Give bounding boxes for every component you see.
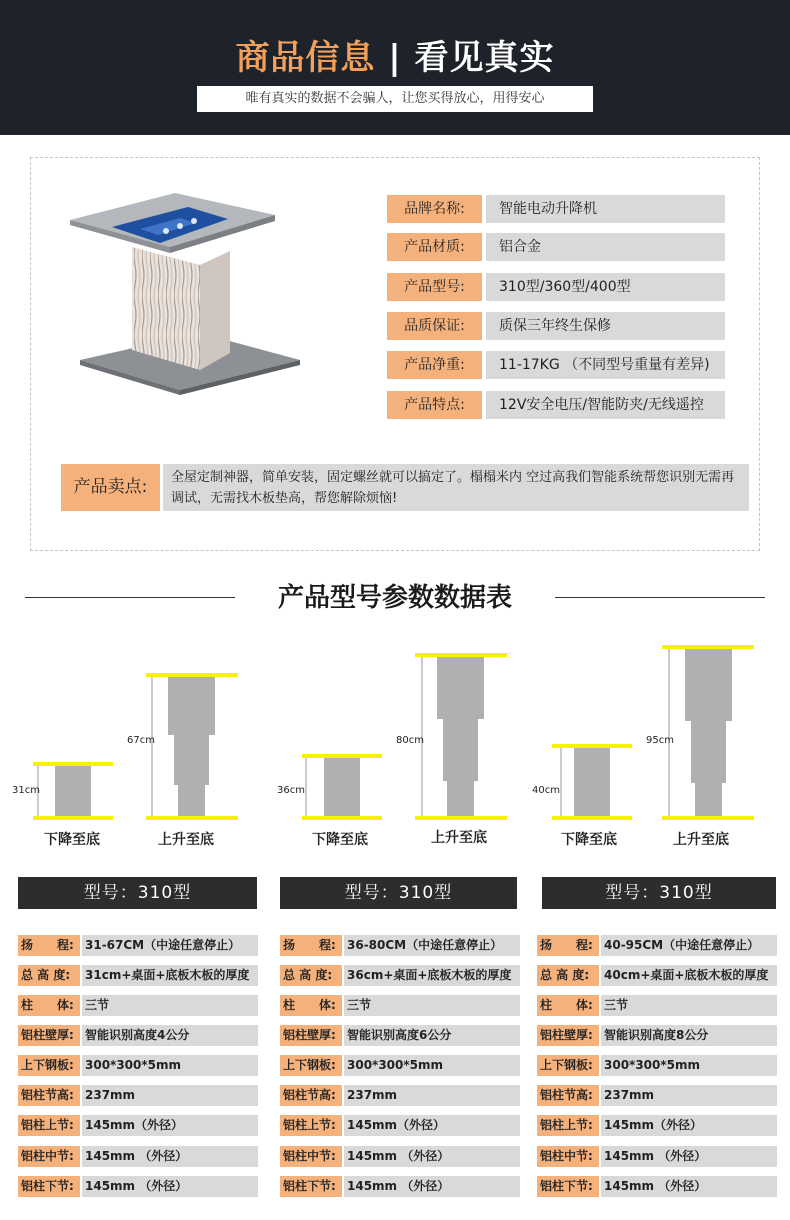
param-value: 145mm （外径） [344,1146,520,1167]
column-lower-section [695,783,722,816]
spec-value: 智能电动升降机 [486,195,725,223]
param-value: 237mm [82,1085,258,1106]
param-value: 237mm [344,1085,520,1106]
param-row [280,1115,520,1136]
param-value: 145mm （外径） [82,1146,258,1167]
param-row [537,1025,777,1046]
param-key: 柱 体: [18,995,80,1016]
param-table-model-2 [280,935,520,1205]
param-value: 300*300*5mm [601,1055,777,1076]
param-value: 31-67CM（中途任意停止） [82,935,258,956]
height-label-down: 40cm [532,785,560,796]
param-value: 40-95CM（中途任意停止） [601,935,777,956]
param-table-model-3 [537,935,777,1205]
param-key: 总 高 度: [280,965,342,986]
spec-key: 品质保证: [387,312,482,340]
param-value: 31cm+桌面+底板木板的厚度 [82,965,258,986]
bottom-plate [552,816,632,820]
banner-title-right: 看见真实 [414,38,555,78]
param-key: 上下钢板: [537,1055,599,1076]
lifter-diagram-model-3 [524,630,790,830]
bottom-plate [33,816,113,820]
param-key: 扬 程: [280,935,342,956]
param-row [537,1055,777,1076]
param-value: 300*300*5mm [82,1055,258,1076]
param-row [18,1085,258,1106]
param-key: 扬 程: [18,935,80,956]
param-row [537,1115,777,1136]
column-upper-section [168,677,215,735]
column-body [324,758,360,816]
lifter-diagram-model-2 [262,630,524,830]
param-key: 铝柱节高: [18,1085,80,1106]
param-value: 145mm（外径） [344,1115,520,1136]
param-value: 300*300*5mm [344,1055,520,1076]
column-upper-section [685,649,732,721]
top-plate [662,645,754,649]
param-key: 铝柱上节: [537,1115,599,1136]
spec-row [387,351,725,379]
param-row [537,995,777,1016]
param-table-model-1 [18,935,258,1205]
spec-row [387,391,725,419]
param-row [537,935,777,956]
param-key: 铝柱中节: [537,1146,599,1167]
param-key: 总 高 度: [18,965,80,986]
bottom-plate [662,816,754,820]
param-key: 铝柱下节: [537,1176,599,1197]
model-title-bar: 型号：310型 [542,877,776,909]
top-plate [146,673,238,677]
spec-value: 12V安全电压/智能防夹/无线遥控 [486,391,725,419]
param-value: 145mm（外径） [601,1115,777,1136]
selling-point-key: 产品卖点: [61,464,160,511]
spec-row [387,233,725,261]
model-title-bar: 型号：310型 [280,877,517,909]
column-middle-section [691,721,726,783]
caption-down: 下降至底 [312,832,368,848]
param-value: 145mm （外径） [344,1176,520,1197]
param-value: 36cm+桌面+底板木板的厚度 [344,965,520,986]
param-key: 扬 程: [537,935,599,956]
param-value: 145mm （外径） [601,1176,777,1197]
param-key: 上下钢板: [280,1055,342,1076]
param-value: 智能识别高度4公分 [82,1025,258,1046]
param-key: 铝柱壁厚: [18,1025,80,1046]
bottom-plate [415,816,507,820]
spec-row [387,273,725,301]
top-plate [302,754,382,758]
param-row [537,965,777,986]
spec-row [387,195,725,223]
param-value: 36-80CM（中途任意停止） [344,935,520,956]
param-key: 上下钢板: [18,1055,80,1076]
height-label-up: 67cm [127,735,155,746]
param-key: 铝柱上节: [18,1115,80,1136]
param-row [280,1176,520,1197]
param-value: 智能识别高度6公分 [344,1025,520,1046]
param-row [280,995,520,1016]
param-row [18,965,258,986]
param-row [18,1176,258,1197]
spec-key: 产品材质: [387,233,482,261]
height-label-down: 31cm [12,785,40,796]
column-body [574,748,610,816]
caption-down: 下降至底 [561,832,617,848]
column-body [55,766,91,816]
param-key: 铝柱壁厚: [537,1025,599,1046]
spec-key: 品牌名称: [387,195,482,223]
spec-key: 产品型号: [387,273,482,301]
param-row [280,1085,520,1106]
param-key: 铝柱下节: [18,1176,80,1197]
height-label-up: 95cm [646,735,674,746]
column-middle-section [443,719,478,781]
caption-down: 下降至底 [44,832,100,848]
spec-key: 产品特点: [387,391,482,419]
param-row [537,1176,777,1197]
param-value: 三节 [344,995,520,1016]
height-label-down: 36cm [277,785,305,796]
top-plate [415,653,507,657]
param-key: 铝柱节高: [280,1085,342,1106]
column-middle-section [174,735,209,785]
param-value: 145mm（外径） [82,1115,258,1136]
param-row [18,1115,258,1136]
banner-title [0,30,790,79]
caption-up: 上升至底 [158,832,214,848]
spec-row [387,312,725,340]
model-title-bar: 型号：310型 [18,877,257,909]
column-lower-section [447,781,474,816]
param-row [18,995,258,1016]
spec-key: 产品净重: [387,351,482,379]
bottom-plate [302,816,382,820]
param-value: 145mm （外径） [601,1146,777,1167]
param-key: 柱 体: [537,995,599,1016]
param-value: 145mm （外径） [82,1176,258,1197]
param-key: 铝柱上节: [280,1115,342,1136]
param-row [18,1025,258,1046]
caption-up: 上升至底 [673,832,729,848]
height-label-up: 80cm [396,735,424,746]
caption-up: 上升至底 [431,830,487,846]
param-key: 总 高 度: [537,965,599,986]
selling-point-text: 全屋定制神器，简单安装，固定螺丝就可以搞定了。榻榻米内 空过高我们智能系统帮您识别无需再调试，无需找木板垫高，帮您解除烦恼! [163,464,749,511]
banner-title-left: 商品信息 [235,38,376,78]
product-image [70,185,310,425]
param-row [280,1146,520,1167]
header-banner [0,0,790,135]
top-plate [33,762,113,766]
param-value: 三节 [601,995,777,1016]
param-row [18,1146,258,1167]
lifter-diagram-model-1 [0,630,262,830]
param-value: 三节 [82,995,258,1016]
param-row [280,965,520,986]
param-key: 铝柱节高: [537,1085,599,1106]
param-row [18,935,258,956]
section-divider-right [555,597,765,598]
param-key: 柱 体: [280,995,342,1016]
param-row [18,1055,258,1076]
bottom-plate [146,816,238,820]
section-title: 产品型号参数数据表 [277,583,512,613]
spec-value: 铝合金 [486,233,725,261]
param-value: 智能识别高度8公分 [601,1025,777,1046]
param-value: 40cm+桌面+底板木板的厚度 [601,965,777,986]
top-plate [552,744,632,748]
banner-subtitle: 唯有真实的数据不会骗人，让您买得放心，用得安心 [197,86,593,112]
param-key: 铝柱中节: [18,1146,80,1167]
param-row [537,1085,777,1106]
param-row [280,935,520,956]
param-row [537,1146,777,1167]
param-key: 铝柱下节: [280,1176,342,1197]
param-key: 铝柱中节: [280,1146,342,1167]
spec-value: 11-17KG （不同型号重量有差异) [486,351,725,379]
param-row [280,1055,520,1076]
param-key: 铝柱壁厚: [280,1025,342,1046]
column-upper-section [437,657,484,719]
param-value: 237mm [601,1085,777,1106]
spec-value: 310型/360型/400型 [486,273,725,301]
banner-title-separator: | [388,38,402,78]
param-row [280,1025,520,1046]
column-lower-section [178,785,205,816]
spec-value: 质保三年终生保修 [486,312,725,340]
